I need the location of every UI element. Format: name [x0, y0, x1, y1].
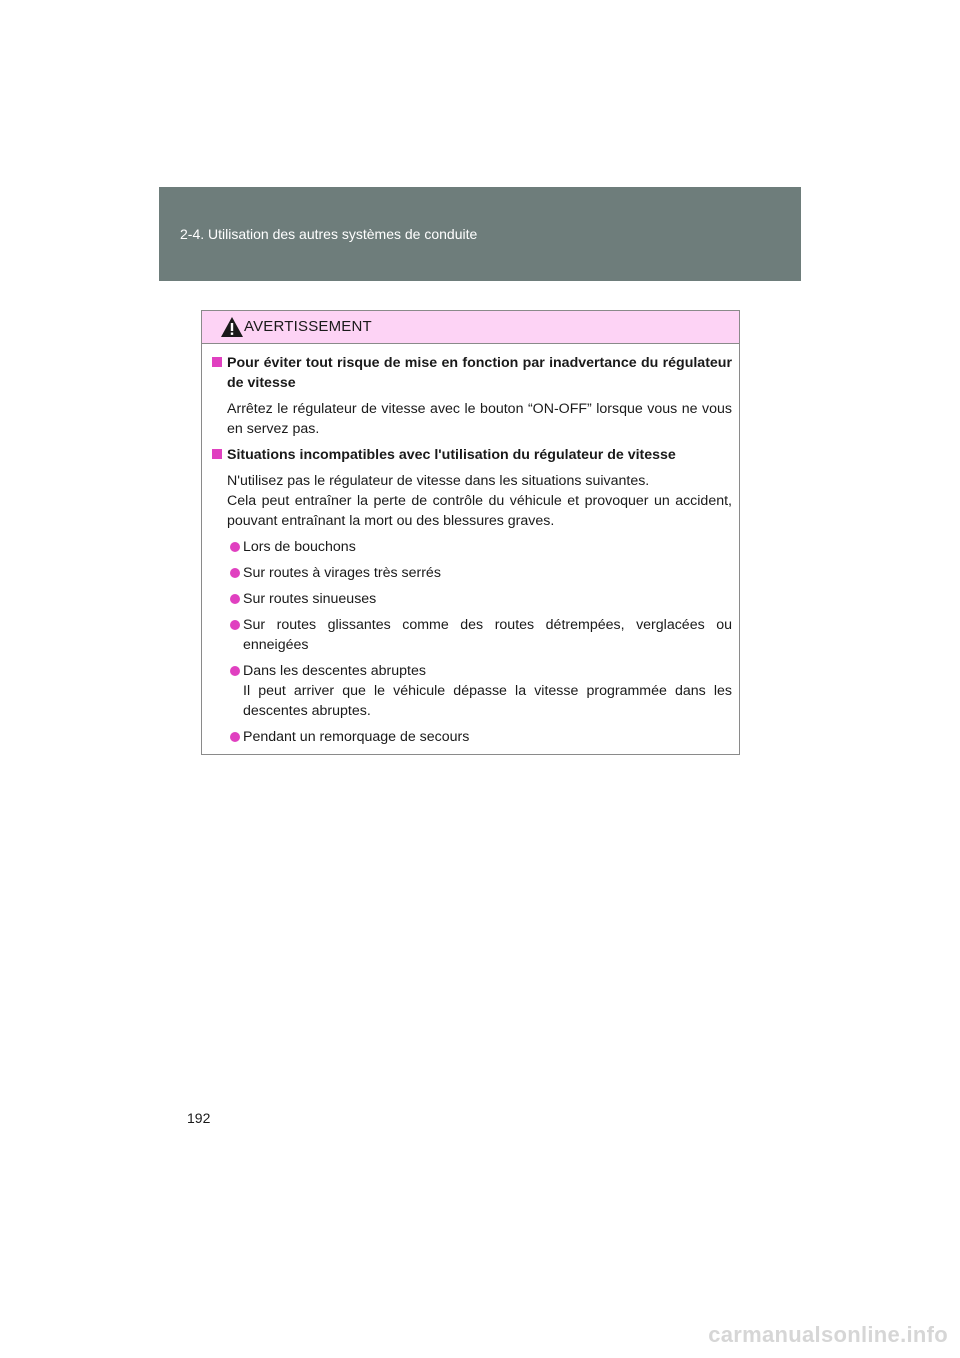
- list-item-text: Sur routes sinueuses: [243, 591, 377, 607]
- list-item-text: Sur routes à virages très serrés: [243, 565, 441, 581]
- warning-paragraph: Arrêtez le régulateur de vitesse avec le bouton “ON-OFF” lorsque vous ne vous en servez pas.: [227, 401, 732, 437]
- paragraph-line: Cela peut entraîner la perte de contrôle du véhicule et provoquer un accident, pouvant entraînant la mort ou des blessures graves.: [227, 493, 732, 529]
- circle-bullet-icon: [230, 542, 240, 552]
- paragraph-line: N'utilisez pas le régulateur de vitesse dans les situations suivantes.: [227, 473, 650, 489]
- warning-triangle-icon: [220, 316, 244, 338]
- section-header-band: [159, 187, 801, 281]
- list-item-text: Pendant un remorquage de secours: [243, 729, 470, 745]
- warning-header: [202, 311, 739, 344]
- warning-body: [202, 344, 739, 753]
- circle-bullet-icon: [230, 732, 240, 742]
- heading-text: Pour éviter tout risque de mise en fonction par inadvertance du régulateur de vitesse: [227, 355, 732, 391]
- circle-bullet-icon: [230, 620, 240, 630]
- section-title: 2-4. Utilisation des autres systèmes de conduite: [180, 226, 478, 242]
- warning-heading: [210, 445, 732, 465]
- list-item-text: Dans les descentes abruptes: [243, 663, 426, 679]
- list-item: [210, 727, 732, 747]
- warning-paragraph: [210, 471, 732, 531]
- watermark: carmanualsonline.info: [708, 1322, 948, 1347]
- list-item: [210, 563, 732, 583]
- heading-text: Situations incompatibles avec l'utilisation du régulateur de vitesse: [227, 447, 676, 463]
- warning-box: [201, 310, 740, 755]
- square-bullet-icon: [212, 449, 222, 459]
- list-item: [210, 615, 732, 655]
- list-item: [210, 661, 732, 721]
- list-item: [210, 537, 732, 557]
- list-item-text: Lors de bouchons: [243, 539, 356, 555]
- list-item-subtext: Il peut arriver que le véhicule dépasse la vitesse programmée dans les descentes abruptes.: [243, 683, 732, 719]
- circle-bullet-icon: [230, 594, 240, 604]
- square-bullet-icon: [212, 357, 222, 367]
- warning-title: AVERTISSEMENT: [244, 318, 372, 335]
- list-item-text: Sur routes glissantes comme des routes détrempées, verglacées ou enneigées: [243, 617, 732, 653]
- warning-heading: [210, 353, 732, 393]
- circle-bullet-icon: [230, 666, 240, 676]
- page-number: 192: [187, 1110, 211, 1126]
- list-item: [210, 589, 732, 609]
- circle-bullet-icon: [230, 568, 240, 578]
